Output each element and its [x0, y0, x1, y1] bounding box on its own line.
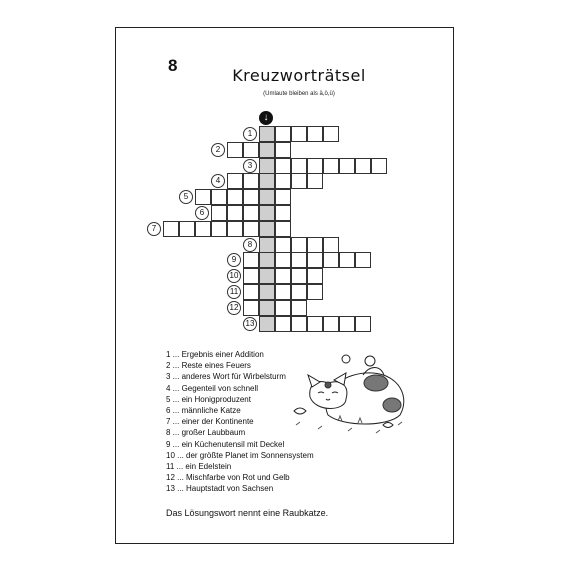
crossword-cell[interactable] [243, 268, 259, 284]
crossword-cell[interactable] [339, 252, 355, 268]
crossword-cell[interactable] [291, 316, 307, 332]
crossword-cell[interactable] [275, 173, 291, 189]
clue-item: 4 ... Gegenteil von schnell [166, 383, 259, 393]
crossword-cell[interactable] [307, 268, 323, 284]
clue-item: 8 ... großer Laubbaum [166, 428, 246, 438]
crossword-cell[interactable] [227, 142, 243, 158]
crossword-cell[interactable] [355, 316, 371, 332]
solution-cell[interactable] [259, 300, 275, 316]
solution-cell[interactable] [259, 158, 275, 174]
crossword-cell[interactable] [211, 205, 227, 221]
crossword-cell[interactable] [323, 158, 339, 174]
clue-number-badge: 10 [227, 269, 241, 283]
page-title: Kreuzworträtsel [232, 66, 366, 85]
crossword-cell[interactable] [275, 252, 291, 268]
solution-hint: Das Lösungswort nennt eine Raubkatze. [166, 508, 329, 518]
crossword-cell[interactable] [307, 173, 323, 189]
crossword-cell[interactable] [163, 221, 179, 237]
solution-cell[interactable] [259, 252, 275, 268]
crossword-cell[interactable] [243, 284, 259, 300]
clue-number-badge: 1 [243, 127, 257, 141]
solution-cell[interactable] [259, 221, 275, 237]
clue-number-badge: 6 [195, 206, 209, 220]
clue-number-badge: 11 [227, 285, 241, 299]
clue-number-badge: 7 [147, 222, 161, 236]
clue-item: 12 ... Mischfarbe von Rot und Gelb [166, 473, 290, 483]
clue-item: 9 ... ein Küchenutensil mit Deckel [166, 439, 285, 449]
page-subtitle: (Umlaute bleiben als ä,ö,ü) [263, 91, 335, 97]
crossword-cell[interactable] [291, 237, 307, 253]
crossword-cell[interactable] [291, 173, 307, 189]
crossword-cell[interactable] [243, 221, 259, 237]
solution-cell[interactable] [259, 189, 275, 205]
crossword-cell[interactable] [227, 205, 243, 221]
clue-item: 1 ... Ergebnis einer Addition [166, 350, 264, 359]
crossword-cell[interactable] [243, 205, 259, 221]
solution-cell[interactable] [259, 237, 275, 253]
crossword-cell[interactable] [275, 189, 291, 205]
crossword-cell[interactable] [339, 158, 355, 174]
crossword-cell[interactable] [227, 189, 243, 205]
crossword-cell[interactable] [195, 221, 211, 237]
solution-cell[interactable] [259, 173, 275, 189]
crossword-cell[interactable] [291, 284, 307, 300]
clue-item: 13 ... Hauptstadt von Sachsen [166, 484, 274, 494]
crossword-cell[interactable] [243, 142, 259, 158]
crossword-cell[interactable] [275, 284, 291, 300]
crossword-cell[interactable] [307, 284, 323, 300]
clue-number-badge: 3 [243, 159, 257, 173]
crossword-cell[interactable] [275, 158, 291, 174]
crossword-cell[interactable] [243, 300, 259, 316]
crossword-cell[interactable] [307, 316, 323, 332]
crossword-cell[interactable] [211, 189, 227, 205]
crossword-cell[interactable] [307, 158, 323, 174]
crossword-cell[interactable] [291, 126, 307, 142]
crossword-cell[interactable] [307, 126, 323, 142]
crossword-cell[interactable] [275, 221, 291, 237]
clue-item: 5 ... ein Honigproduzent [166, 394, 251, 404]
crossword-cell[interactable] [355, 158, 371, 174]
crossword-cell[interactable] [275, 300, 291, 316]
crossword-cell[interactable] [355, 252, 371, 268]
crossword-cell[interactable] [243, 189, 259, 205]
crossword-cell[interactable] [227, 173, 243, 189]
crossword-cell[interactable] [291, 158, 307, 174]
solution-cell[interactable] [259, 284, 275, 300]
crossword-cell[interactable] [275, 268, 291, 284]
cat-illustration [288, 353, 413, 438]
crossword-cell[interactable] [275, 316, 291, 332]
clue-item: 7 ... einer der Kontinente [166, 417, 254, 427]
clue-number-badge: 5 [179, 190, 193, 204]
solution-cell[interactable] [259, 205, 275, 221]
solution-arrow-icon: ↓ [259, 111, 273, 125]
page-number: 8 [168, 56, 178, 75]
clue-number-badge: 4 [211, 174, 225, 188]
crossword-cell[interactable] [275, 142, 291, 158]
crossword-cell[interactable] [227, 221, 243, 237]
crossword-cell[interactable] [323, 237, 339, 253]
clue-item: 6 ... männliche Katze [166, 406, 241, 416]
crossword-cell[interactable] [243, 173, 259, 189]
crossword-cell[interactable] [275, 205, 291, 221]
solution-cell[interactable] [259, 142, 275, 158]
solution-cell[interactable] [259, 268, 275, 284]
crossword-cell[interactable] [291, 252, 307, 268]
clue-item: 11 ... ein Edelstein [166, 462, 232, 472]
crossword-cell[interactable] [291, 300, 307, 316]
crossword-cell[interactable] [323, 316, 339, 332]
crossword-cell[interactable] [323, 126, 339, 142]
crossword-cell[interactable] [307, 252, 323, 268]
crossword-cell[interactable] [371, 158, 387, 174]
clue-number-badge: 9 [227, 253, 241, 267]
crossword-cell[interactable] [307, 237, 323, 253]
clue-number-badge: 8 [243, 238, 257, 252]
clue-item: 3 ... anderes Wort für Wirbelsturm [166, 372, 286, 382]
solution-cell[interactable] [259, 316, 275, 332]
crossword-cell[interactable] [291, 268, 307, 284]
clue-number-badge: 13 [243, 317, 257, 331]
crossword-cell[interactable] [243, 252, 259, 268]
crossword-cell[interactable] [275, 237, 291, 253]
crossword-cell[interactable] [211, 221, 227, 237]
clue-number-badge: 12 [227, 301, 241, 315]
clue-item: 2 ... Reste eines Feuers [166, 361, 251, 371]
solution-cell[interactable] [259, 126, 275, 142]
crossword-cell[interactable] [339, 316, 355, 332]
crossword-cell[interactable] [195, 189, 211, 205]
crossword-cell[interactable] [179, 221, 195, 237]
clue-item: 10 ... der größte Planet im Sonnensystem [166, 450, 314, 460]
crossword-cell[interactable] [323, 252, 339, 268]
clue-number-badge: 2 [211, 143, 225, 157]
crossword-cell[interactable] [275, 126, 291, 142]
